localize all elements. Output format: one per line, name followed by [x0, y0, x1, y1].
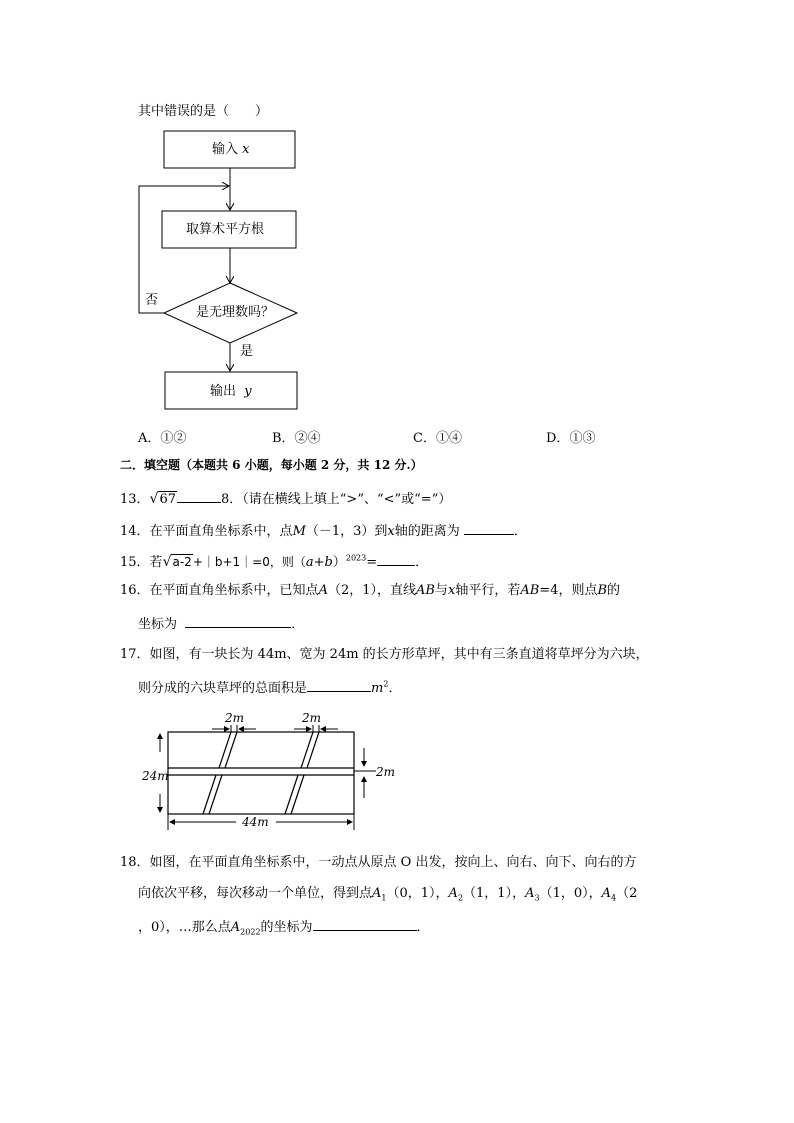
- question-16-line2: 坐标为 ．: [138, 617, 305, 632]
- question-17-line2: 则分成的六块草坪的总面积是 $m^2$．: [138, 679, 402, 696]
- flowchart: [0, 0, 794, 420]
- slanted-road-1-d: [209, 775, 222, 814]
- answer-blank-17[interactable]: [307, 679, 371, 692]
- option-b[interactable]: B．②④: [272, 431, 321, 446]
- flow-output-label: 输出 y: [210, 384, 252, 399]
- slanted-road-2-a: [301, 732, 313, 768]
- question-18-line2: 向依次平移，每次移动一个单位，得到点$A_1(0$，1），$A_2(1$，1），$A_3(1$，0），$A_4(2$: [138, 886, 638, 903]
- intro-text: 其中错误的是（ ）: [138, 104, 269, 119]
- question-17: 17．如图，有一块长为 44m、宽为 24m 的长方形草坪，其中有三条直道将草坪分为六块，: [120, 647, 649, 662]
- slanted-road-2-c: [285, 775, 298, 814]
- label-44m: 44m: [242, 815, 269, 829]
- flow-decision-label: 是无理数吗？: [196, 305, 275, 320]
- question-16: 16．在平面直角坐标系中，已知点A（2，1），直线AB与x轴平行，若AB=4，则点B的: [120, 583, 621, 598]
- answer-blank-15[interactable]: [377, 553, 415, 566]
- slanted-road-2-b: [307, 732, 319, 768]
- label-2m-top-left: 2m: [225, 711, 245, 725]
- question-14: 14．在平面直角坐标系中，点M（－1，3）到x轴的距离为 ．: [120, 524, 527, 539]
- answer-blank-13[interactable]: [177, 490, 221, 503]
- label-24m: 24m: [142, 769, 169, 783]
- option-d[interactable]: D．①③: [546, 431, 596, 446]
- label-2m-top-right: 2m: [302, 711, 322, 725]
- flow-no-label: 否: [145, 293, 159, 308]
- flow-input-label: 输入 x: [212, 142, 250, 157]
- slanted-road-1-a: [219, 732, 231, 768]
- answer-blank-14[interactable]: [464, 522, 514, 535]
- question-15: 15．若√a-2+｜b+1｜=0，则$(a+b)^{2023}=$ ．: [120, 553, 429, 570]
- question-18: 18．如图，在平面直角坐标系中，一动点从原点 O 出发，按向上、向右、向下、向右的方: [120, 855, 637, 870]
- section-header: 二．填空题（本题共 6 小题，每小题 2 分，共 12 分.）: [120, 458, 423, 472]
- answer-blank-18[interactable]: [313, 918, 417, 931]
- lawn-outline: [168, 732, 354, 814]
- option-a[interactable]: A．①②: [138, 431, 187, 446]
- slanted-road-1-c: [203, 775, 216, 814]
- slanted-road-1-b: [225, 732, 237, 768]
- option-c[interactable]: C．①④: [413, 431, 462, 446]
- label-2m-right: 2m: [376, 765, 396, 779]
- answer-blank-16[interactable]: [185, 615, 291, 628]
- question-18-line3: ，0），…那么点$A_{2022}$的坐标为 ．: [138, 920, 430, 937]
- question-13: 13．√67 8．（请在横线上填上“>”、“<”或“=”）: [120, 491, 452, 507]
- flow-yes-label: 是: [240, 344, 254, 359]
- flow-sqrt-label: 取算术平方根: [186, 222, 265, 237]
- slanted-road-2-d: [291, 775, 304, 814]
